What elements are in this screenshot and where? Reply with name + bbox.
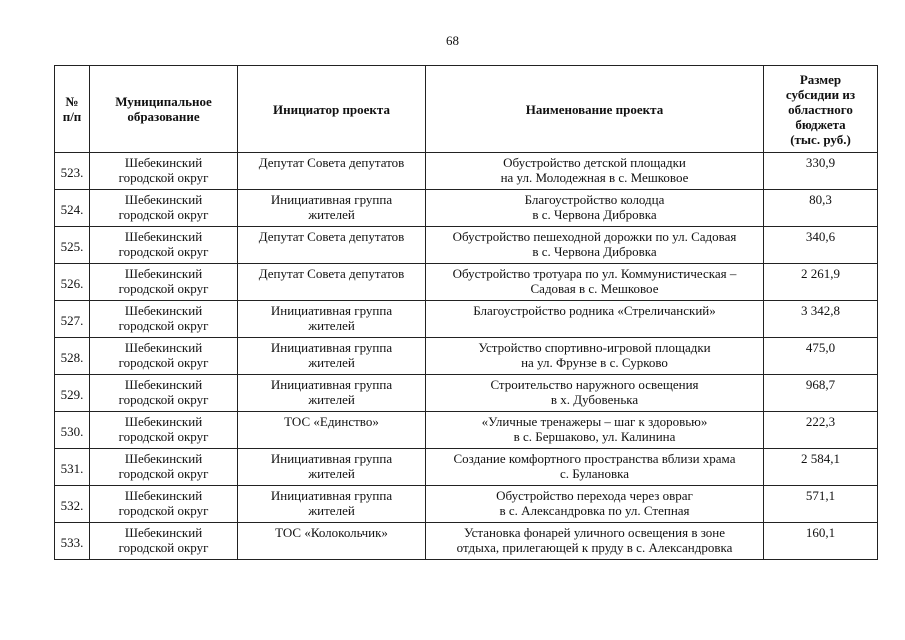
- row-number: 523.: [55, 153, 90, 190]
- row-number: 530.: [55, 412, 90, 449]
- project-name-cell: Обустройство пешеходной дорожки по ул. Садовая в с. Червона Дибровка: [426, 227, 764, 264]
- table-body: [55, 153, 878, 560]
- subsidy-amount-cell: 2 261,9: [764, 264, 878, 301]
- project-name-cell: Благоустройство колодца в с. Червона Дибровка: [426, 190, 764, 227]
- header-initiator: Инициатор проекта: [238, 66, 426, 153]
- row-number: 533.: [55, 523, 90, 560]
- initiator-cell: Инициативная группа жителей: [238, 486, 426, 523]
- subsidy-amount-cell: 475,0: [764, 338, 878, 375]
- project-name-cell: Обустройство перехода через овраг в с. Александровка по ул. Степная: [426, 486, 764, 523]
- municipality-cell: Шебекинский городской округ: [90, 486, 238, 523]
- project-name-cell: Строительство наружного освещения в х. Дубовенька: [426, 375, 764, 412]
- row-number: 527.: [55, 301, 90, 338]
- table-row: [55, 523, 878, 560]
- table-row: [55, 338, 878, 375]
- subsidy-amount-cell: 222,3: [764, 412, 878, 449]
- table-row: [55, 153, 878, 190]
- project-name-cell: Создание комфортного пространства вблизи храма с. Булановка: [426, 449, 764, 486]
- project-name-cell: Благоустройство родника «Стреличанский»: [426, 301, 764, 338]
- municipality-cell: Шебекинский городской округ: [90, 264, 238, 301]
- row-number: 524.: [55, 190, 90, 227]
- initiator-cell: Депутат Совета депутатов: [238, 153, 426, 190]
- initiator-cell: Инициативная группа жителей: [238, 190, 426, 227]
- subsidy-amount-cell: 80,3: [764, 190, 878, 227]
- project-name-cell: «Уличные тренажеры – шаг к здоровью» в с. Бершаково, ул. Калинина: [426, 412, 764, 449]
- municipality-cell: Шебекинский городской округ: [90, 227, 238, 264]
- project-name-cell: Установка фонарей уличного освещения в зоне отдыха, прилегающей к пруду в с. Александровка: [426, 523, 764, 560]
- table-row: [55, 375, 878, 412]
- header-municipality: Муниципальное образование: [90, 66, 238, 153]
- table-row: [55, 412, 878, 449]
- page-number: 68: [446, 33, 459, 48]
- subsidy-table: [54, 65, 878, 560]
- initiator-cell: Инициативная группа жителей: [238, 449, 426, 486]
- initiator-cell: Инициативная группа жителей: [238, 375, 426, 412]
- subsidy-amount-cell: 160,1: [764, 523, 878, 560]
- row-number: 531.: [55, 449, 90, 486]
- subsidy-amount-cell: 2 584,1: [764, 449, 878, 486]
- subsidy-amount-cell: 968,7: [764, 375, 878, 412]
- initiator-cell: Депутат Совета депутатов: [238, 264, 426, 301]
- municipality-cell: Шебекинский городской округ: [90, 375, 238, 412]
- table-row: [55, 486, 878, 523]
- municipality-cell: Шебекинский городской округ: [90, 301, 238, 338]
- initiator-cell: Инициативная группа жителей: [238, 338, 426, 375]
- row-number: 532.: [55, 486, 90, 523]
- table-header-row: [55, 66, 878, 153]
- table-row: [55, 227, 878, 264]
- row-number: 528.: [55, 338, 90, 375]
- table-row: [55, 264, 878, 301]
- project-name-cell: Устройство спортивно-игровой площадки на ул. Фрунзе в с. Сурково: [426, 338, 764, 375]
- subsidy-amount-cell: 330,9: [764, 153, 878, 190]
- municipality-cell: Шебекинский городской округ: [90, 153, 238, 190]
- table-row: [55, 301, 878, 338]
- subsidy-amount-cell: 3 342,8: [764, 301, 878, 338]
- project-name-cell: Обустройство детской площадки на ул. Молодежная в с. Мешковое: [426, 153, 764, 190]
- municipality-cell: Шебекинский городской округ: [90, 190, 238, 227]
- municipality-cell: Шебекинский городской округ: [90, 338, 238, 375]
- table-row: [55, 449, 878, 486]
- municipality-cell: Шебекинский городской округ: [90, 523, 238, 560]
- header-subsidy: Размер субсидии из областного бюджета (тыс. руб.): [764, 66, 878, 153]
- initiator-cell: Инициативная группа жителей: [238, 301, 426, 338]
- municipality-cell: Шебекинский городской округ: [90, 412, 238, 449]
- municipality-cell: Шебекинский городской округ: [90, 449, 238, 486]
- header-project: Наименование проекта: [426, 66, 764, 153]
- subsidy-amount-cell: 571,1: [764, 486, 878, 523]
- row-number: 529.: [55, 375, 90, 412]
- initiator-cell: ТОС «Колокольчик»: [238, 523, 426, 560]
- header-num: № п/п: [55, 66, 90, 153]
- initiator-cell: Депутат Совета депутатов: [238, 227, 426, 264]
- subsidy-amount-cell: 340,6: [764, 227, 878, 264]
- table-row: [55, 190, 878, 227]
- row-number: 526.: [55, 264, 90, 301]
- initiator-cell: ТОС «Единство»: [238, 412, 426, 449]
- project-name-cell: Обустройство тротуара по ул. Коммунистическая – Садовая в с. Мешковое: [426, 264, 764, 301]
- row-number: 525.: [55, 227, 90, 264]
